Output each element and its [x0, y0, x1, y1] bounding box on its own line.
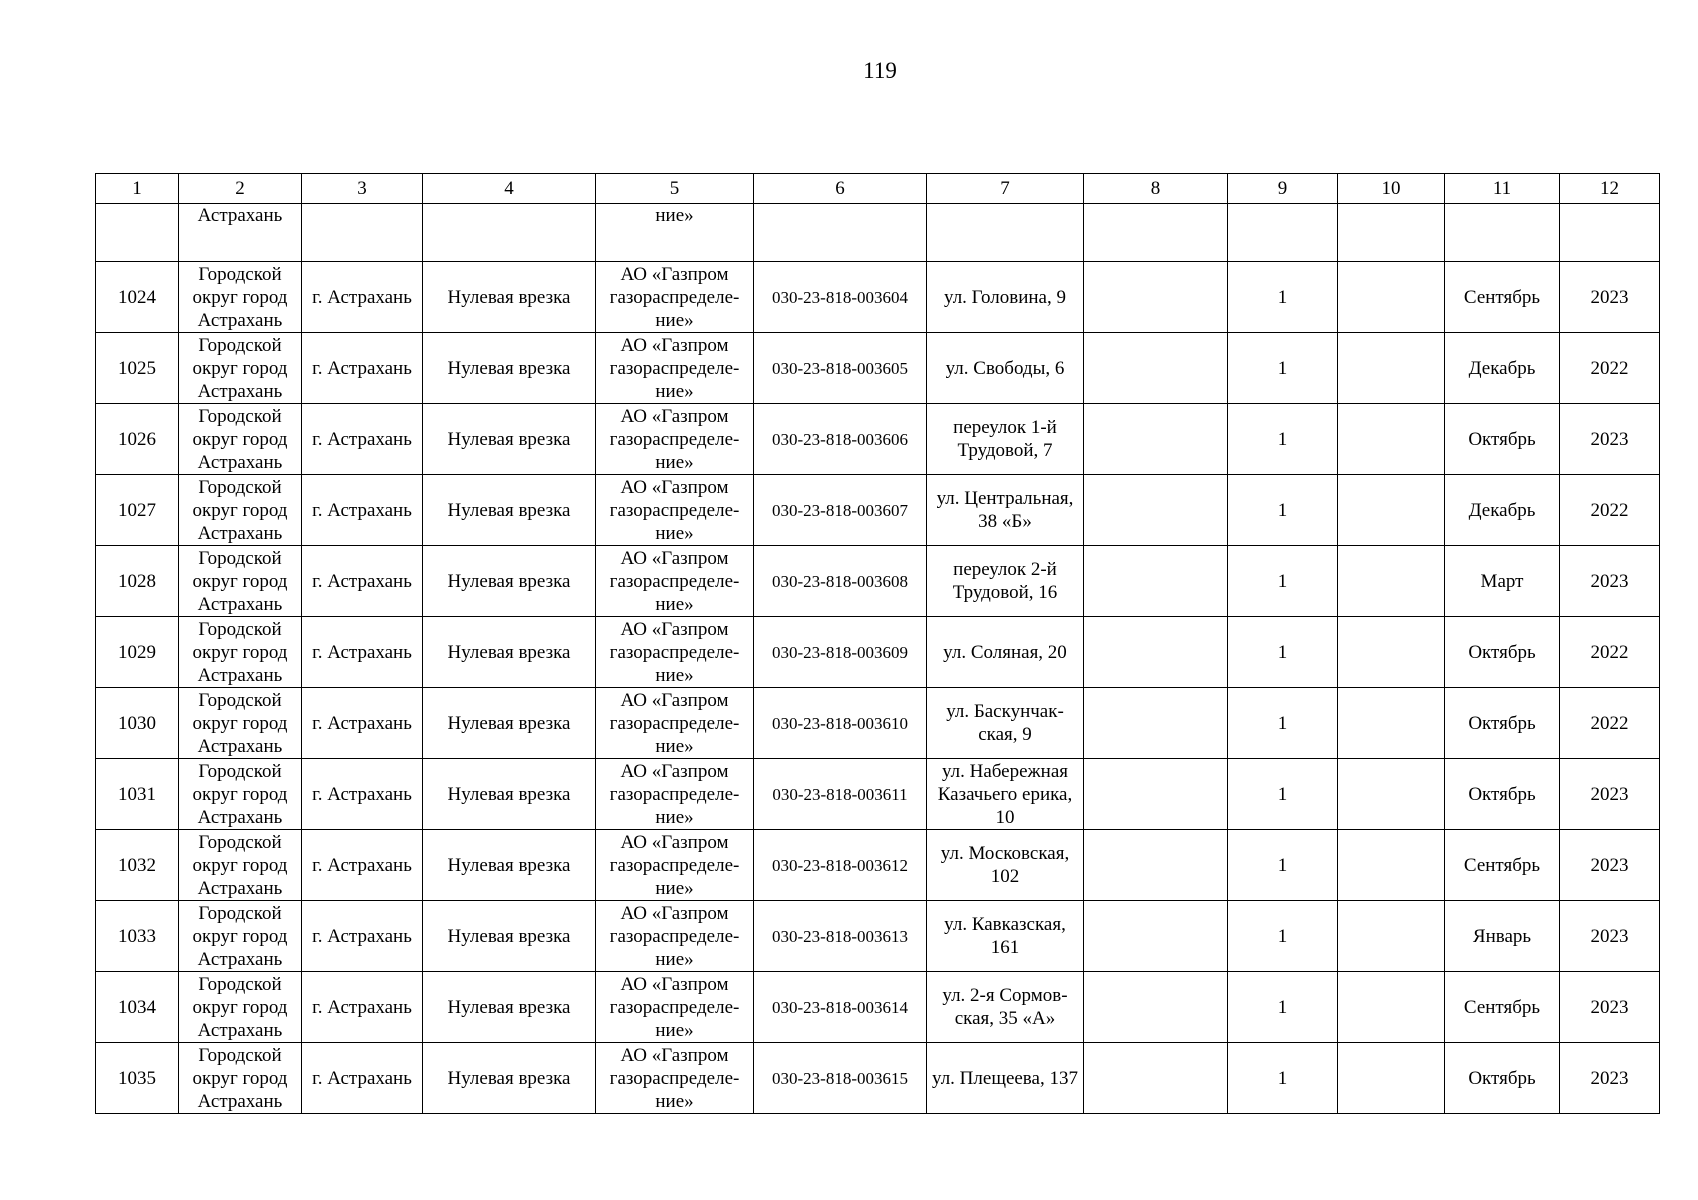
table-cell: 1026	[96, 404, 179, 475]
table-cell: 1	[1228, 546, 1338, 617]
table-cell: 1	[1228, 404, 1338, 475]
table-cell: переулок 1-й Трудовой, 7	[927, 404, 1084, 475]
table-cell: Нулевая врезка	[423, 759, 596, 830]
table-cell: Сентябрь	[1445, 262, 1560, 333]
table-cell	[1338, 688, 1445, 759]
header-cell: 3	[302, 174, 423, 204]
table-cell	[1084, 688, 1228, 759]
table-cell	[1338, 972, 1445, 1043]
table-cell: 1	[1228, 1043, 1338, 1114]
table-cell: 1034	[96, 972, 179, 1043]
table-cell: 1	[1228, 475, 1338, 546]
table-row	[96, 830, 1660, 901]
table-cell	[1084, 475, 1228, 546]
table-cell: 030-23-818-003606	[754, 404, 927, 475]
table-cell: Городской округ город Астрахань	[179, 688, 302, 759]
table-cell: 2023	[1560, 830, 1660, 901]
table-cell: 1025	[96, 333, 179, 404]
table-cell: ул. Соляная, 20	[927, 617, 1084, 688]
table-cell: 2022	[1560, 475, 1660, 546]
table-cell	[1338, 901, 1445, 972]
table-cell	[1338, 333, 1445, 404]
table-row	[96, 262, 1660, 333]
table-cell	[1084, 617, 1228, 688]
table-cell: 030-23-818-003615	[754, 1043, 927, 1114]
table-cell: АО «Газпром газораспределе-ние»	[596, 901, 754, 972]
table-cell: Сентябрь	[1445, 972, 1560, 1043]
header-cell: 5	[596, 174, 754, 204]
table-cell: 2022	[1560, 688, 1660, 759]
table-cell	[1228, 204, 1338, 262]
table-cell: Городской округ город Астрахань	[179, 901, 302, 972]
table-cell: ул. Плещеева, 137	[927, 1043, 1084, 1114]
table-cell: 030-23-818-003609	[754, 617, 927, 688]
table-header	[96, 174, 1660, 204]
table-cell: 1032	[96, 830, 179, 901]
table-cell: АО «Газпром газораспределе-ние»	[596, 546, 754, 617]
header-cell: 2	[179, 174, 302, 204]
table-row	[96, 617, 1660, 688]
table-cell: г. Астрахань	[302, 1043, 423, 1114]
table-cell: 1024	[96, 262, 179, 333]
table-cell: г. Астрахань	[302, 546, 423, 617]
table-cell: Городской округ город Астрахань	[179, 262, 302, 333]
table-cell: АО «Газпром газораспределе-ние»	[596, 262, 754, 333]
table-cell: г. Астрахань	[302, 262, 423, 333]
table-cell: 1	[1228, 262, 1338, 333]
table-cell: Нулевая врезка	[423, 333, 596, 404]
table-cell	[1338, 262, 1445, 333]
table-cell: 1	[1228, 759, 1338, 830]
table-cell: Нулевая врезка	[423, 1043, 596, 1114]
table-cell: ул. Свободы, 6	[927, 333, 1084, 404]
table-row	[96, 688, 1660, 759]
table-cell: 1035	[96, 1043, 179, 1114]
table-cell: Городской округ город Астрахань	[179, 1043, 302, 1114]
table-cell	[302, 204, 423, 262]
table-cell: Март	[1445, 546, 1560, 617]
table-cell: Нулевая врезка	[423, 262, 596, 333]
table-row	[96, 972, 1660, 1043]
table-cell	[1338, 204, 1445, 262]
table-cell: АО «Газпром газораспределе-ние»	[596, 404, 754, 475]
table-cell: ул. Кавказская, 161	[927, 901, 1084, 972]
table-cell: 030-23-818-003607	[754, 475, 927, 546]
table-cell: АО «Газпром газораспределе-ние»	[596, 830, 754, 901]
table-cell	[1084, 262, 1228, 333]
table-cell	[1445, 204, 1560, 262]
table-cell	[754, 204, 927, 262]
continuation-row	[96, 204, 1660, 262]
table-cell: Декабрь	[1445, 475, 1560, 546]
table-cell: ул. Московская, 102	[927, 830, 1084, 901]
table-row	[96, 333, 1660, 404]
table-cell: ул. 2-я Сормов-ская, 35 «А»	[927, 972, 1084, 1043]
table-cell: 030-23-818-003605	[754, 333, 927, 404]
table-cell: 2022	[1560, 333, 1660, 404]
table-cell: Нулевая врезка	[423, 688, 596, 759]
table-cell: Октябрь	[1445, 1043, 1560, 1114]
table-cell: 1	[1228, 901, 1338, 972]
table-cell	[1338, 404, 1445, 475]
table-cell	[1084, 404, 1228, 475]
table-row	[96, 404, 1660, 475]
table-cell: г. Астрахань	[302, 759, 423, 830]
table-cell: Городской округ город Астрахань	[179, 830, 302, 901]
table-cell: 1030	[96, 688, 179, 759]
table-cell: Нулевая врезка	[423, 404, 596, 475]
table-cell: Городской округ город Астрахань	[179, 333, 302, 404]
table-cell	[1084, 1043, 1228, 1114]
table-cell: Городской округ город Астрахань	[179, 972, 302, 1043]
table-cell: АО «Газпром газораспределе-ние»	[596, 972, 754, 1043]
table-cell: Астрахань	[179, 204, 302, 262]
table-row	[96, 546, 1660, 617]
table-cell: 1	[1228, 617, 1338, 688]
table-cell: Нулевая врезка	[423, 901, 596, 972]
table-cell	[1084, 759, 1228, 830]
table-cell: Нулевая врезка	[423, 830, 596, 901]
table-cell	[1084, 204, 1228, 262]
table-cell: АО «Газпром газораспределе-ние»	[596, 1043, 754, 1114]
table-cell: 030-23-818-003612	[754, 830, 927, 901]
table-cell: г. Астрахань	[302, 688, 423, 759]
table-cell: г. Астрахань	[302, 404, 423, 475]
table-cell: АО «Газпром газораспределе-ние»	[596, 759, 754, 830]
table-cell: г. Астрахань	[302, 617, 423, 688]
table-cell: 1027	[96, 475, 179, 546]
table-cell: 1029	[96, 617, 179, 688]
header-cell: 8	[1084, 174, 1228, 204]
table-cell: Октябрь	[1445, 759, 1560, 830]
table-cell: ул. Баскунчак-ская, 9	[927, 688, 1084, 759]
table-row	[96, 1043, 1660, 1114]
table-cell: ул. Головина, 9	[927, 262, 1084, 333]
table-cell: 1028	[96, 546, 179, 617]
table-cell: ул. Центральная, 38 «Б»	[927, 475, 1084, 546]
table-cell: г. Астрахань	[302, 901, 423, 972]
table-cell: 2023	[1560, 262, 1660, 333]
table-cell: Городской округ город Астрахань	[179, 617, 302, 688]
table-cell: Городской округ город Астрахань	[179, 404, 302, 475]
table-cell: Сентябрь	[1445, 830, 1560, 901]
table-cell: АО «Газпром газораспределе-ние»	[596, 688, 754, 759]
table-cell: Городской округ город Астрахань	[179, 546, 302, 617]
table-cell	[1338, 617, 1445, 688]
header-cell: 7	[927, 174, 1084, 204]
table-cell: 2023	[1560, 404, 1660, 475]
table-cell: 030-23-818-003604	[754, 262, 927, 333]
table-cell: 2023	[1560, 759, 1660, 830]
table-cell: Нулевая врезка	[423, 972, 596, 1043]
table-cell	[1338, 475, 1445, 546]
table-cell	[927, 204, 1084, 262]
table-cell: Нулевая врезка	[423, 617, 596, 688]
table-cell: Нулевая врезка	[423, 546, 596, 617]
table-cell: Нулевая врезка	[423, 475, 596, 546]
header-row	[96, 174, 1660, 204]
table-cell	[1560, 204, 1660, 262]
header-cell: 12	[1560, 174, 1660, 204]
table-cell: ние»	[596, 204, 754, 262]
table-cell: 2023	[1560, 972, 1660, 1043]
table-cell: 1033	[96, 901, 179, 972]
header-cell: 4	[423, 174, 596, 204]
table-cell: 2023	[1560, 901, 1660, 972]
table-cell: АО «Газпром газораспределе-ние»	[596, 475, 754, 546]
table-cell	[1338, 830, 1445, 901]
table-cell: 030-23-818-003614	[754, 972, 927, 1043]
table-cell: Октябрь	[1445, 617, 1560, 688]
table-cell: 030-23-818-003611	[754, 759, 927, 830]
table-row	[96, 759, 1660, 830]
table-cell: Городской округ город Астрахань	[179, 475, 302, 546]
header-cell: 10	[1338, 174, 1445, 204]
table-cell: г. Астрахань	[302, 475, 423, 546]
table-cell: 1031	[96, 759, 179, 830]
header-cell: 6	[754, 174, 927, 204]
table-cell: г. Астрахань	[302, 830, 423, 901]
table-cell	[1084, 901, 1228, 972]
table-cell: переулок 2-й Трудовой, 16	[927, 546, 1084, 617]
table-cell: г. Астрахань	[302, 972, 423, 1043]
registry-table	[95, 173, 1660, 1114]
table-cell	[1338, 546, 1445, 617]
table-cell: г. Астрахань	[302, 333, 423, 404]
table-row	[96, 475, 1660, 546]
table-cell: 030-23-818-003613	[754, 901, 927, 972]
table-cell: 2023	[1560, 1043, 1660, 1114]
table-cell: 1	[1228, 972, 1338, 1043]
header-cell: 9	[1228, 174, 1338, 204]
table-cell: Городской округ город Астрахань	[179, 759, 302, 830]
table-cell	[1338, 1043, 1445, 1114]
table-cell: Октябрь	[1445, 688, 1560, 759]
table-cell: 1	[1228, 830, 1338, 901]
table-cell: 2022	[1560, 617, 1660, 688]
table-cell: 1	[1228, 688, 1338, 759]
header-cell: 11	[1445, 174, 1560, 204]
table-cell: АО «Газпром газораспределе-ние»	[596, 333, 754, 404]
table-cell: 030-23-818-003610	[754, 688, 927, 759]
page-number: 119	[863, 58, 897, 83]
table-cell: 1	[1228, 333, 1338, 404]
table-cell: АО «Газпром газораспределе-ние»	[596, 617, 754, 688]
table-cell: Декабрь	[1445, 333, 1560, 404]
header-cell: 1	[96, 174, 179, 204]
table-cell	[1084, 333, 1228, 404]
table-cell: 2023	[1560, 546, 1660, 617]
table-cell	[423, 204, 596, 262]
table-cell	[96, 204, 179, 262]
table-cell	[1084, 972, 1228, 1043]
table-row	[96, 901, 1660, 972]
table-cell: ул. Набережная Казачьего ерика, 10	[927, 759, 1084, 830]
table-cell	[1084, 830, 1228, 901]
table-cell	[1338, 759, 1445, 830]
table-cell: 030-23-818-003608	[754, 546, 927, 617]
table-cell	[1084, 546, 1228, 617]
table-cell: Январь	[1445, 901, 1560, 972]
table-cell: Октябрь	[1445, 404, 1560, 475]
table-body	[96, 204, 1660, 1114]
